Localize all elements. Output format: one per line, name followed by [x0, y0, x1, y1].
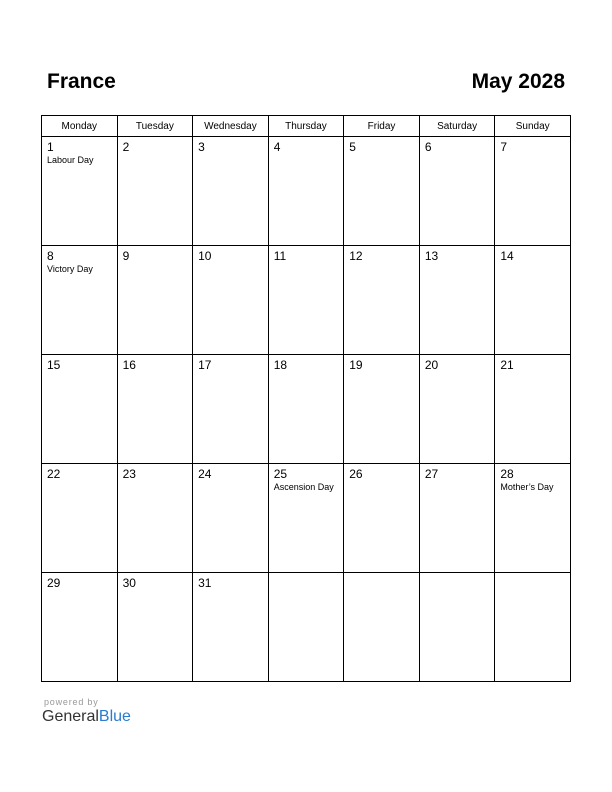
day-cell — [42, 355, 118, 464]
day-cell — [117, 137, 193, 246]
day-cell — [117, 355, 193, 464]
brand-name-blue: Blue — [98, 708, 131, 725]
day-cell — [419, 246, 495, 355]
day-cell — [495, 137, 571, 246]
page-title-month: May 2028 — [471, 70, 565, 93]
day-number: 26 — [349, 467, 363, 481]
day-number: 14 — [500, 249, 514, 263]
day-number: 28 — [500, 467, 514, 481]
day-cell — [344, 573, 420, 682]
day-cell — [495, 573, 571, 682]
day-cell — [193, 464, 269, 573]
day-cell — [419, 137, 495, 246]
week-row — [42, 246, 571, 355]
day-number: 12 — [349, 249, 363, 263]
day-cell — [344, 355, 420, 464]
day-cell — [268, 355, 344, 464]
weekday-header: Friday — [344, 116, 420, 137]
day-cell — [42, 246, 118, 355]
day-number: 30 — [122, 576, 136, 590]
day-number: 17 — [198, 358, 212, 372]
day-number: 25 — [273, 467, 288, 481]
week-row — [42, 355, 571, 464]
day-number: 8 — [47, 249, 54, 263]
day-number: 9 — [122, 249, 130, 263]
day-cell — [193, 137, 269, 246]
day-cell — [193, 355, 269, 464]
day-cell — [344, 137, 420, 246]
day-number: 22 — [47, 467, 61, 481]
day-number: 20 — [424, 358, 439, 372]
day-cell — [268, 464, 344, 573]
day-cell — [193, 246, 269, 355]
weekday-header: Tuesday — [117, 116, 193, 137]
day-number: 16 — [122, 358, 136, 372]
day-cell — [117, 573, 193, 682]
day-cell — [344, 464, 420, 573]
powered-by-label: powered by — [44, 697, 99, 707]
week-row — [42, 464, 571, 573]
day-cell — [495, 246, 571, 355]
page-title-country: France — [47, 70, 116, 93]
weekday-header: Saturday — [419, 116, 495, 137]
week-row — [42, 137, 571, 246]
day-number: 15 — [47, 358, 61, 372]
day-cell — [419, 355, 495, 464]
brand-logo — [42, 708, 131, 726]
weekday-header: Monday — [42, 116, 118, 137]
holiday-label: Mother’s Day — [500, 482, 554, 492]
week-row — [42, 573, 571, 682]
holiday-label: Labour Day — [47, 155, 94, 165]
day-number: 6 — [424, 140, 432, 154]
weekday-header-row — [42, 116, 571, 137]
weekday-header: Thursday — [268, 116, 344, 137]
day-cell — [193, 573, 269, 682]
brand-name-general: General — [42, 708, 99, 725]
day-cell — [117, 246, 193, 355]
day-number: 13 — [424, 249, 439, 263]
day-number: 4 — [273, 140, 281, 154]
day-number: 2 — [122, 140, 130, 154]
day-number: 7 — [500, 140, 508, 154]
day-cell — [495, 355, 571, 464]
day-number: 19 — [349, 358, 363, 372]
day-cell — [268, 137, 344, 246]
day-cell — [42, 573, 118, 682]
day-number: 5 — [349, 140, 356, 154]
weekday-header: Sunday — [495, 116, 571, 137]
day-cell — [419, 573, 495, 682]
day-cell — [268, 573, 344, 682]
holiday-label: Victory Day — [47, 264, 93, 274]
day-number: 29 — [47, 576, 61, 590]
day-cell — [42, 137, 118, 246]
day-number: 11 — [273, 249, 287, 263]
day-number: 18 — [273, 358, 288, 372]
day-cell — [268, 246, 344, 355]
calendar-grid — [41, 115, 571, 682]
day-cell — [344, 246, 420, 355]
day-number: 21 — [500, 358, 514, 372]
day-number: 27 — [424, 467, 439, 481]
day-number: 1 — [47, 140, 54, 154]
day-number: 31 — [198, 576, 212, 590]
day-cell — [42, 464, 118, 573]
day-cell — [419, 464, 495, 573]
day-cell — [495, 464, 571, 573]
holiday-label: Ascension Day — [273, 482, 334, 492]
day-number: 23 — [122, 467, 136, 481]
day-number: 24 — [198, 467, 212, 481]
weekday-header: Wednesday — [193, 116, 269, 137]
day-number: 10 — [198, 249, 212, 263]
day-number: 3 — [198, 140, 205, 154]
day-cell — [117, 464, 193, 573]
